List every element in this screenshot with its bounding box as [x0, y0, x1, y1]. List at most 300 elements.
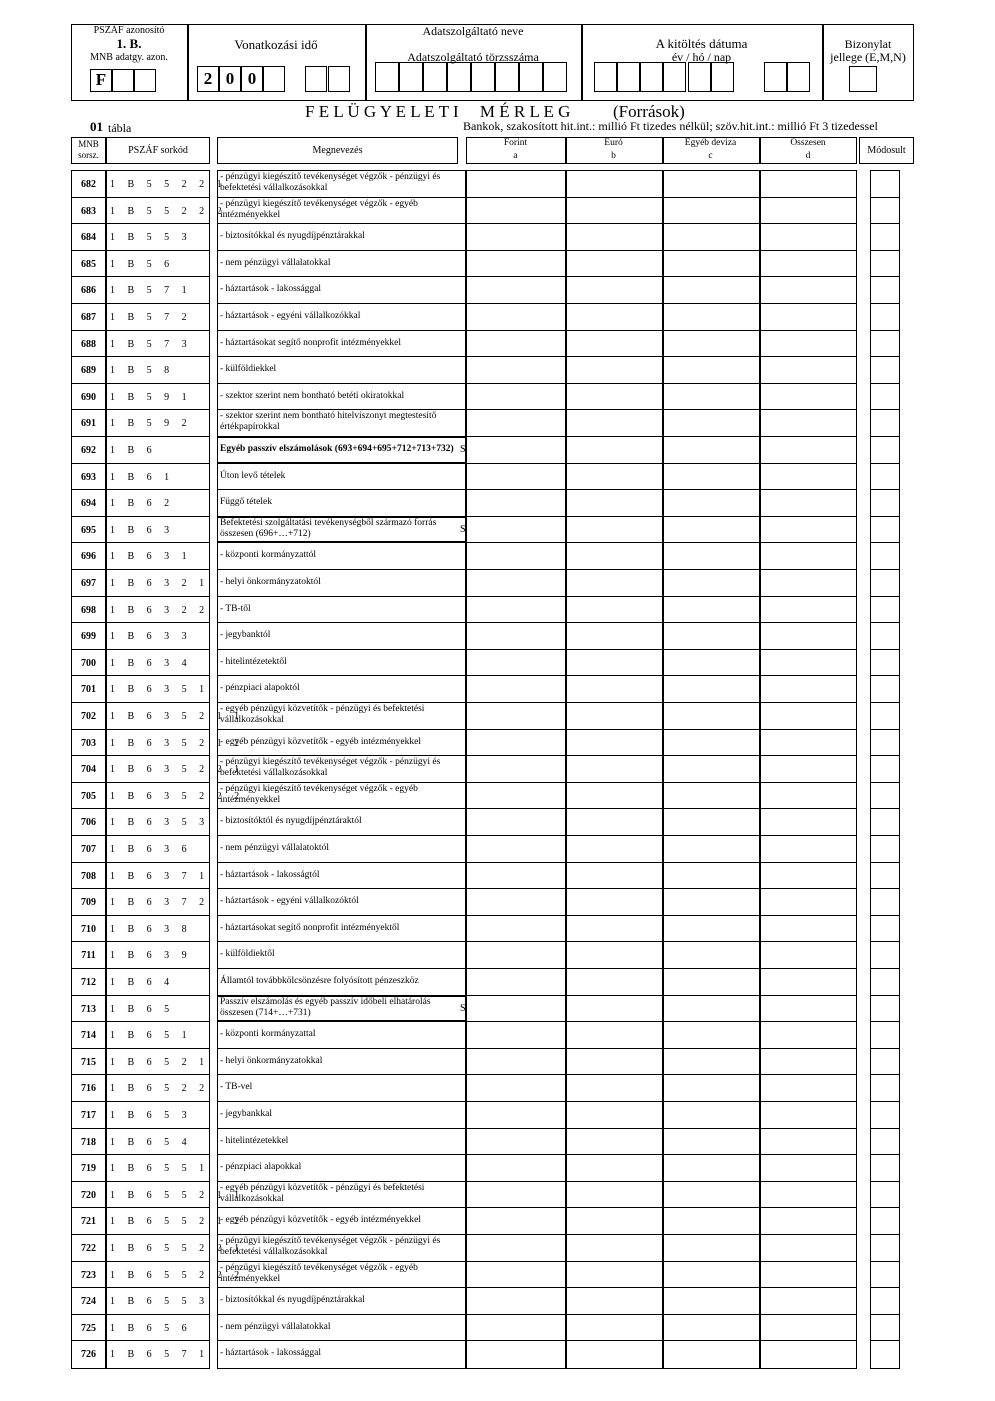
value-input-cell[interactable]	[760, 304, 856, 329]
row-number: 701	[81, 684, 96, 696]
value-input-cell[interactable]	[663, 1075, 758, 1100]
value-input-cell[interactable]	[566, 756, 661, 781]
provider-reg-box[interactable]	[399, 62, 423, 92]
value-input-cell[interactable]	[663, 650, 758, 675]
pszaf-value: 1. B.	[116, 36, 142, 51]
row-code: 1 B 6 5 6	[110, 1322, 192, 1334]
value-input-cell[interactable]	[663, 198, 758, 223]
row-code: 1 B 6 5 5 3	[110, 1296, 210, 1308]
row-number: 705	[81, 790, 96, 802]
value-input-cell[interactable]	[760, 357, 856, 382]
value-input-cell[interactable]	[663, 331, 758, 356]
value-input-cell[interactable]	[663, 1049, 758, 1074]
value-input-cell[interactable]	[566, 676, 661, 701]
value-input-cell[interactable]	[760, 277, 856, 302]
modosult-cell[interactable]	[871, 464, 899, 489]
value-input-cell[interactable]	[760, 597, 856, 622]
provider-reg-box[interactable]	[423, 62, 447, 92]
value-input-cell[interactable]	[760, 1129, 856, 1154]
row-code: 1 B 6 5 5 2 2 2	[110, 1269, 245, 1281]
mnb-code-box[interactable]	[112, 69, 134, 92]
value-input-cell[interactable]	[663, 730, 758, 755]
provider-reg-box[interactable]	[543, 62, 567, 92]
value-input-cell[interactable]	[467, 410, 564, 435]
value-input-cell[interactable]	[760, 464, 856, 489]
fill-date-label: A kitöltés dátuma	[655, 36, 748, 51]
modosult-cell[interactable]	[871, 437, 899, 462]
value-input-cell[interactable]	[566, 1182, 661, 1207]
value-input-cell[interactable]	[566, 171, 661, 196]
row-code: 1 B 5 5 2 2 2	[110, 205, 227, 217]
row-code: 1 B 6 1	[110, 471, 175, 483]
period-digit-box[interactable]	[263, 66, 285, 92]
value-input-cell[interactable]	[760, 783, 856, 808]
value-input-cell[interactable]	[663, 490, 758, 515]
value-input-cell[interactable]	[467, 570, 564, 595]
value-input-cell[interactable]	[663, 863, 758, 888]
value-input-cell[interactable]	[760, 650, 856, 675]
value-input-cell[interactable]	[663, 410, 758, 435]
row-code: 1 B 6	[110, 445, 157, 456]
value-input-cell[interactable]	[760, 836, 856, 861]
col-egyeb-label: Egyéb deviza	[684, 138, 737, 148]
value-input-cell[interactable]	[663, 676, 758, 701]
value-input-cell[interactable]	[663, 1182, 758, 1207]
value-input-cell[interactable]	[663, 464, 758, 489]
value-input-cell[interactable]	[760, 809, 856, 834]
value-input-cell[interactable]	[760, 889, 856, 914]
value-input-cell[interactable]	[566, 1341, 661, 1366]
modosult-cell[interactable]	[871, 809, 899, 834]
modosult-cell[interactable]	[871, 650, 899, 675]
modosult-cell[interactable]	[871, 1049, 899, 1074]
value-input-cell[interactable]	[760, 863, 856, 888]
value-input-cell[interactable]	[566, 304, 661, 329]
provider-reg-box[interactable]	[495, 62, 519, 92]
modosult-cell[interactable]	[871, 1315, 899, 1340]
value-input-cell[interactable]	[760, 171, 856, 196]
value-input-cell[interactable]	[467, 783, 564, 808]
value-input-cell[interactable]	[467, 357, 564, 382]
row-divider	[71, 1128, 210, 1129]
value-input-cell[interactable]	[467, 942, 564, 967]
value-input-cell[interactable]	[467, 1262, 564, 1287]
row-name: - jegybanktól	[220, 630, 271, 641]
value-input-cell[interactable]	[467, 916, 564, 941]
row-name: Egyéb passzív elszámolások (693+694+695+712+713+732)	[220, 444, 454, 454]
value-input-cell[interactable]	[566, 437, 661, 462]
provider-reg-box[interactable]	[447, 62, 471, 92]
value-input-cell[interactable]	[663, 1262, 758, 1287]
modosult-cell[interactable]	[871, 357, 899, 382]
value-input-cell[interactable]	[760, 1341, 856, 1366]
value-input-cell[interactable]	[467, 969, 564, 994]
value-input-cell[interactable]	[760, 1262, 856, 1287]
value-input-cell[interactable]	[663, 836, 758, 861]
value-input-cell[interactable]	[663, 1022, 758, 1047]
value-input-cell[interactable]	[566, 783, 661, 808]
value-input-cell[interactable]	[566, 889, 661, 914]
modosult-cell[interactable]	[871, 703, 899, 728]
modosult-cell[interactable]	[871, 996, 899, 1021]
value-input-cell[interactable]	[566, 969, 661, 994]
value-input-cell[interactable]	[467, 1235, 564, 1260]
modosult-cell[interactable]	[871, 676, 899, 701]
value-input-cell[interactable]	[566, 863, 661, 888]
value-input-cell[interactable]	[566, 331, 661, 356]
value-input-cell[interactable]	[566, 1075, 661, 1100]
value-input-cell[interactable]	[467, 863, 564, 888]
value-input-cell[interactable]	[467, 1155, 564, 1180]
value-input-cell[interactable]	[760, 916, 856, 941]
value-input-cell[interactable]	[467, 597, 564, 622]
row-number: 722	[81, 1243, 96, 1254]
value-input-cell[interactable]	[760, 437, 856, 462]
value-input-cell[interactable]	[760, 969, 856, 994]
value-input-cell[interactable]	[663, 916, 758, 941]
value-input-cell[interactable]	[663, 1102, 758, 1127]
value-input-cell[interactable]	[566, 1288, 661, 1313]
row-number: 684	[81, 232, 96, 244]
row-divider	[71, 1154, 210, 1155]
value-input-cell[interactable]	[467, 676, 564, 701]
value-input-cell[interactable]	[760, 703, 856, 728]
value-input-cell[interactable]	[566, 623, 661, 648]
value-input-cell[interactable]	[566, 1262, 661, 1287]
value-input-cell[interactable]	[566, 1129, 661, 1154]
row-divider	[71, 1234, 210, 1235]
modosult-cell[interactable]	[871, 1235, 899, 1260]
modosult-cell[interactable]	[871, 570, 899, 595]
row-name: - nem pénzügyi vállalatokkal	[220, 1321, 331, 1332]
value-input-cell[interactable]	[566, 836, 661, 861]
value-input-cell[interactable]	[760, 517, 856, 542]
row-divider	[217, 1154, 466, 1155]
value-input-cell[interactable]	[663, 1208, 758, 1233]
value-input-cell[interactable]	[566, 384, 661, 409]
value-input-cell[interactable]	[566, 251, 661, 276]
period-digit-box[interactable]: 0	[241, 66, 263, 92]
period-digit-box[interactable]	[328, 66, 350, 92]
value-input-cell[interactable]	[663, 357, 758, 382]
unit-note: Bankok, szakosított hit.int.: millió Ft tizedes nélkül; szöv.hit.int.: millió Ft 3 tizedessel	[463, 119, 878, 133]
value-input-cell[interactable]	[467, 996, 564, 1021]
value-input-cell[interactable]	[566, 490, 661, 515]
value-input-cell[interactable]	[760, 490, 856, 515]
value-input-cell[interactable]	[566, 703, 661, 728]
value-input-cell[interactable]	[663, 1235, 758, 1260]
modosult-cell[interactable]	[871, 1341, 899, 1366]
value-input-cell[interactable]	[467, 1341, 564, 1366]
value-input-cell[interactable]	[663, 570, 758, 595]
value-input-cell[interactable]	[663, 623, 758, 648]
modosult-cell[interactable]	[871, 224, 899, 249]
value-input-cell[interactable]	[760, 996, 856, 1021]
modosult-cell[interactable]	[871, 1208, 899, 1233]
value-input-cell[interactable]	[663, 437, 758, 462]
value-input-cell[interactable]	[663, 756, 758, 781]
row-divider	[71, 649, 210, 650]
modosult-cell[interactable]	[871, 1155, 899, 1180]
value-input-cell[interactable]	[566, 410, 661, 435]
value-input-cell[interactable]	[760, 251, 856, 276]
row-divider	[217, 888, 466, 889]
modosult-cell[interactable]	[871, 623, 899, 648]
value-input-cell[interactable]	[467, 1022, 564, 1047]
row-code: 1 B 5 5 3	[110, 232, 192, 244]
value-input-cell[interactable]	[663, 703, 758, 728]
value-input-cell[interactable]	[467, 1182, 564, 1207]
value-input-cell[interactable]	[663, 543, 758, 568]
value-input-cell[interactable]	[566, 650, 661, 675]
row-number: 717	[81, 1110, 96, 1121]
value-input-cell[interactable]	[566, 1315, 661, 1340]
value-input-cell[interactable]	[760, 384, 856, 409]
provider-reg-box[interactable]	[519, 62, 543, 92]
row-number: 723	[81, 1269, 96, 1281]
value-input-cell[interactable]	[663, 783, 758, 808]
modosult-cell[interactable]	[871, 543, 899, 568]
value-input-cell[interactable]	[467, 1049, 564, 1074]
period-digit-box[interactable]	[305, 66, 327, 92]
value-input-cell[interactable]	[663, 809, 758, 834]
value-input-cell[interactable]	[663, 1155, 758, 1180]
value-input-cell[interactable]	[467, 517, 564, 542]
fill-date-box[interactable]	[787, 62, 810, 92]
value-input-cell[interactable]	[467, 1208, 564, 1233]
modosult-cell[interactable]	[871, 517, 899, 542]
modosult-cell[interactable]	[871, 916, 899, 941]
value-input-cell[interactable]	[760, 623, 856, 648]
mnb-code-box[interactable]: F	[90, 69, 112, 92]
value-input-cell[interactable]	[663, 1129, 758, 1154]
value-input-cell[interactable]	[663, 224, 758, 249]
modosult-cell[interactable]	[871, 1288, 899, 1313]
fill-date-box[interactable]	[594, 62, 617, 92]
value-input-cell[interactable]	[566, 730, 661, 755]
value-input-cell[interactable]	[467, 490, 564, 515]
value-input-cell[interactable]	[760, 198, 856, 223]
value-input-cell[interactable]	[663, 277, 758, 302]
modosult-cell[interactable]	[871, 1022, 899, 1047]
row-number: 702	[81, 711, 96, 722]
value-input-cell[interactable]	[760, 756, 856, 781]
value-input-cell[interactable]	[467, 809, 564, 834]
value-input-cell[interactable]	[566, 597, 661, 622]
value-input-cell[interactable]	[760, 730, 856, 755]
modosult-cell[interactable]	[871, 331, 899, 356]
modosult-cell[interactable]	[871, 1075, 899, 1100]
row-name: - háztartások - egyéni vállalkozókkal	[220, 311, 361, 321]
doc-type-label: Bizonylat	[844, 37, 892, 51]
value-input-cell[interactable]	[467, 703, 564, 728]
value-input-cell[interactable]	[663, 251, 758, 276]
modosult-cell[interactable]	[871, 597, 899, 622]
fill-date-box[interactable]	[640, 62, 663, 92]
value-input-cell[interactable]	[566, 1022, 661, 1047]
value-input-cell[interactable]	[566, 277, 661, 302]
provider-reg-box[interactable]	[375, 62, 399, 92]
value-input-cell[interactable]	[467, 1075, 564, 1100]
modosult-cell[interactable]	[871, 889, 899, 914]
value-input-cell[interactable]	[760, 1208, 856, 1233]
modosult-cell[interactable]	[871, 171, 899, 196]
modosult-cell[interactable]	[871, 410, 899, 435]
value-input-cell[interactable]	[467, 304, 564, 329]
modosult-cell[interactable]	[871, 756, 899, 781]
value-input-cell[interactable]	[760, 543, 856, 568]
value-input-cell[interactable]	[467, 331, 564, 356]
modosult-cell[interactable]	[871, 863, 899, 888]
value-input-cell[interactable]	[760, 410, 856, 435]
value-input-cell[interactable]	[566, 198, 661, 223]
value-input-cell[interactable]	[467, 251, 564, 276]
modosult-cell[interactable]	[871, 1102, 899, 1127]
modosult-cell[interactable]	[871, 251, 899, 276]
value-input-cell[interactable]	[566, 1155, 661, 1180]
value-input-cell[interactable]	[760, 570, 856, 595]
value-input-cell[interactable]	[566, 517, 661, 542]
period-digit-box[interactable]: 0	[219, 66, 241, 92]
mnb-label: MNB adatgy. azon.	[90, 52, 168, 63]
value-input-cell[interactable]	[566, 809, 661, 834]
value-input-cell[interactable]	[467, 836, 564, 861]
value-input-cell[interactable]	[467, 1315, 564, 1340]
value-input-cell[interactable]	[663, 384, 758, 409]
value-input-cell[interactable]	[467, 543, 564, 568]
modosult-cell[interactable]	[871, 277, 899, 302]
value-input-cell[interactable]	[467, 437, 564, 462]
modosult-cell[interactable]	[871, 490, 899, 515]
row-divider	[217, 649, 466, 650]
modosult-cell[interactable]	[871, 783, 899, 808]
value-input-cell[interactable]	[760, 224, 856, 249]
value-input-cell[interactable]	[566, 1102, 661, 1127]
row-number: 694	[81, 498, 96, 510]
value-input-cell[interactable]	[467, 756, 564, 781]
value-input-cell[interactable]	[566, 464, 661, 489]
row-divider	[217, 1181, 466, 1182]
value-input-cell[interactable]	[566, 942, 661, 967]
value-input-cell[interactable]	[566, 224, 661, 249]
row-number: 707	[81, 844, 96, 855]
value-input-cell[interactable]	[760, 1155, 856, 1180]
row-code: 1 B 6 5 7 1	[110, 1349, 210, 1361]
row-divider	[71, 808, 210, 809]
value-input-cell[interactable]	[663, 304, 758, 329]
value-input-cell[interactable]	[760, 676, 856, 701]
value-input-cell[interactable]	[467, 277, 564, 302]
value-input-cell[interactable]	[467, 464, 564, 489]
value-input-cell[interactable]	[760, 331, 856, 356]
value-input-cell[interactable]	[760, 1182, 856, 1207]
modosult-cell[interactable]	[871, 942, 899, 967]
value-input-cell[interactable]	[566, 543, 661, 568]
row-divider	[217, 383, 466, 384]
value-input-cell[interactable]	[467, 730, 564, 755]
value-input-cell[interactable]	[663, 1341, 758, 1366]
row-name: - jegybankkal	[220, 1109, 272, 1119]
modosult-cell[interactable]	[871, 198, 899, 223]
value-input-cell[interactable]	[467, 1288, 564, 1313]
value-input-cell[interactable]	[760, 1315, 856, 1340]
fill-date-box[interactable]	[617, 62, 640, 92]
value-input-cell[interactable]	[566, 996, 661, 1021]
period-digit-box[interactable]: 2	[197, 66, 219, 92]
value-input-cell[interactable]	[467, 384, 564, 409]
fill-date-box[interactable]	[688, 62, 711, 92]
value-input-cell[interactable]	[663, 969, 758, 994]
value-input-cell[interactable]	[467, 224, 564, 249]
value-input-cell[interactable]	[467, 1129, 564, 1154]
row-divider	[71, 330, 210, 331]
value-input-cell[interactable]	[566, 1235, 661, 1260]
value-input-cell[interactable]	[760, 1022, 856, 1047]
value-input-cell[interactable]	[663, 1288, 758, 1313]
row-divider	[71, 1261, 210, 1262]
value-input-cell[interactable]	[566, 916, 661, 941]
row-divider	[217, 675, 466, 676]
value-input-cell[interactable]	[467, 171, 564, 196]
mnb-code-box[interactable]	[134, 69, 156, 92]
value-input-cell[interactable]	[566, 1208, 661, 1233]
modosult-cell[interactable]	[871, 969, 899, 994]
value-input-cell[interactable]	[760, 1288, 856, 1313]
fill-date-box[interactable]	[663, 62, 686, 92]
value-input-cell[interactable]	[663, 1315, 758, 1340]
value-input-cell[interactable]	[467, 198, 564, 223]
row-number: 715	[81, 1056, 96, 1068]
value-input-cell[interactable]	[760, 1102, 856, 1127]
value-input-cell[interactable]	[467, 889, 564, 914]
value-input-cell[interactable]	[663, 597, 758, 622]
value-input-cell[interactable]	[663, 996, 758, 1021]
fill-date-box[interactable]	[764, 62, 787, 92]
value-input-cell[interactable]	[566, 570, 661, 595]
value-input-cell[interactable]	[663, 942, 758, 967]
row-number: 725	[81, 1322, 96, 1334]
row-code: 1 B 6 5 5 2 2 1	[110, 1243, 245, 1254]
value-input-cell[interactable]	[566, 1049, 661, 1074]
row-number: 687	[81, 312, 96, 323]
value-input-cell[interactable]	[760, 942, 856, 967]
value-input-cell[interactable]	[760, 1235, 856, 1260]
value-input-cell[interactable]	[467, 650, 564, 675]
modosult-cell[interactable]	[871, 384, 899, 409]
provider-reg-box[interactable]	[471, 62, 495, 92]
modosult-cell[interactable]	[871, 1129, 899, 1154]
value-input-cell[interactable]	[467, 1102, 564, 1127]
value-input-cell[interactable]	[760, 1075, 856, 1100]
value-input-cell[interactable]	[663, 889, 758, 914]
fill-date-box[interactable]	[711, 62, 734, 92]
modosult-cell[interactable]	[871, 836, 899, 861]
value-input-cell[interactable]	[760, 1049, 856, 1074]
modosult-cell[interactable]	[871, 1182, 899, 1207]
doc-type-box[interactable]	[849, 66, 877, 92]
row-divider	[217, 755, 466, 756]
modosult-cell[interactable]	[871, 304, 899, 329]
row-code: 1 B 6 5 3	[110, 1110, 192, 1121]
value-input-cell[interactable]	[663, 171, 758, 196]
value-input-cell[interactable]	[467, 623, 564, 648]
modosult-cell[interactable]	[871, 1262, 899, 1287]
value-input-cell[interactable]	[663, 517, 758, 542]
value-input-cell[interactable]	[566, 357, 661, 382]
row-divider	[71, 1287, 210, 1288]
sum-marker: S	[460, 523, 466, 535]
modosult-cell[interactable]	[871, 730, 899, 755]
